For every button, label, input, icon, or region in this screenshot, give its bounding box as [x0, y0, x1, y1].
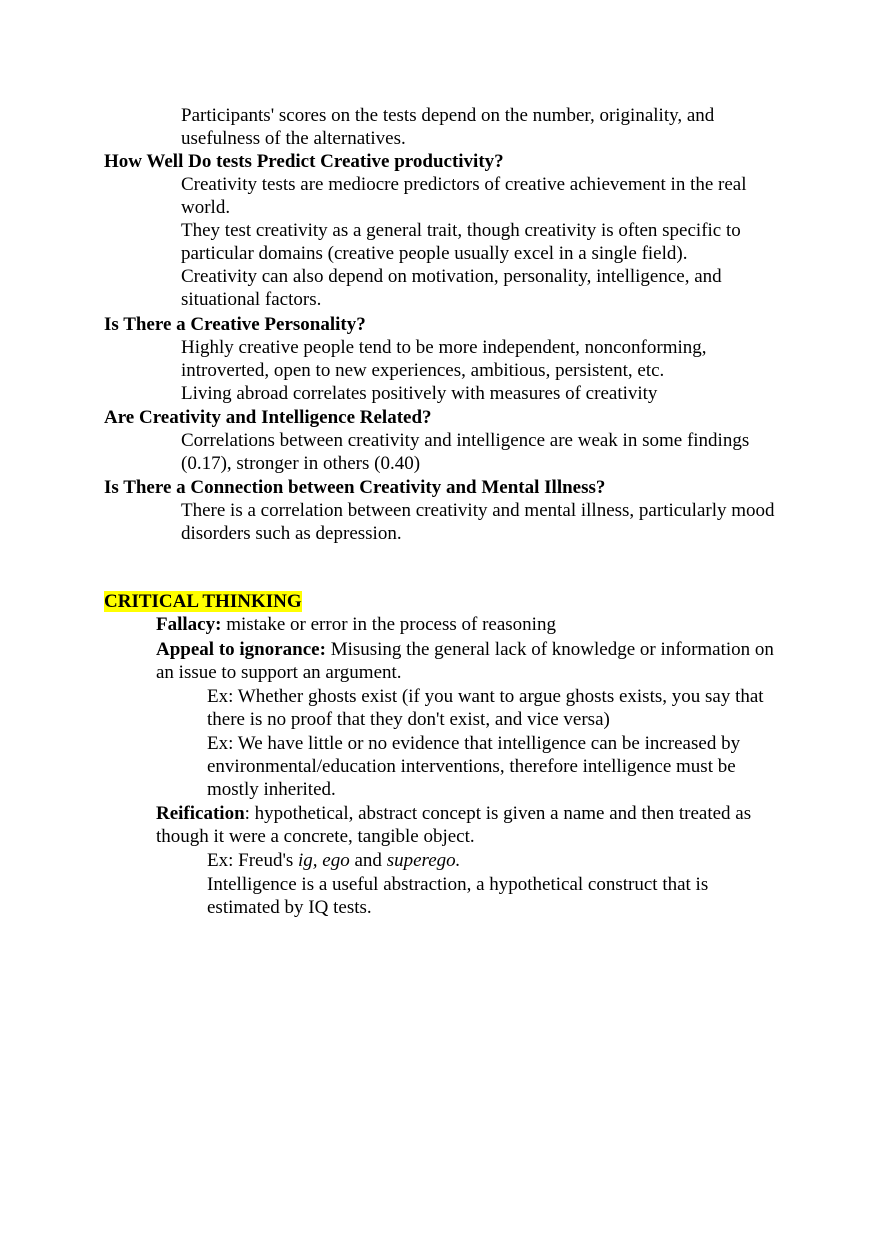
reification-note: Intelligence is a useful abstraction, a hypothetical construct that is estimated by IQ tests. — [207, 874, 709, 918]
list-item-text: Correlations between creativity and intelligence are weak in some findings (0.17), stronger in others (0.40) — [181, 430, 750, 474]
appeal-examples-list — [0, 685, 880, 801]
section-heading: Is There a Creative Personality? — [104, 314, 366, 335]
list-item — [0, 219, 781, 265]
list-item — [0, 104, 781, 150]
example-mid: and — [349, 850, 387, 871]
section-heading: Are Creativity and Intelligence Related? — [104, 407, 432, 428]
section-mental-illness — [0, 476, 880, 545]
example-italic-superego: superego. — [386, 850, 461, 871]
reification-definition: : hypothetical, abstract concept is given a name and then treated as though it were a concrete, tangible object. — [156, 803, 752, 847]
critical-thinking-list — [0, 613, 880, 684]
list-item — [0, 849, 779, 872]
reification-item — [0, 802, 776, 848]
list-item-text: There is a correlation between creativity and mental illness, particularly mood disorders such as depression. — [181, 500, 775, 544]
list-item — [0, 173, 781, 219]
section-intelligence — [0, 406, 880, 475]
example-italic-ig-ego: ig, ego — [298, 850, 350, 871]
intro-list — [0, 104, 880, 150]
list-item-text: Living abroad correlates positively with measures of creativity — [181, 383, 658, 404]
reification-list — [0, 802, 880, 848]
list-item-text: Creativity tests are mediocre predictors of creative achievement in the real world. — [181, 174, 747, 218]
list-item — [0, 429, 781, 475]
section-heading: How Well Do tests Predict Creative productivity? — [104, 151, 504, 172]
appeal-definition: Misusing the general lack of knowledge or information on an issue to support an argument. — [156, 639, 774, 683]
section-prediction — [0, 150, 880, 311]
list-item-text: Highly creative people tend to be more independent, nonconforming, introverted, open to new experiences, ambitious, persistent, etc. — [181, 337, 707, 381]
example-text: Ex: We have little or no evidence that intelligence can be increased by environmental/education interventions, therefore intelligence must be mostly inherited. — [207, 733, 741, 800]
example-text: Ex: Whether ghosts exist (if you want to argue ghosts exists, you say that there is no proof that they don't exist, and vice versa) — [207, 686, 764, 730]
list-item-text: Participants' scores on the tests depend on the number, originality, and usefulness of the alternatives. — [181, 105, 715, 149]
list-item — [0, 336, 781, 382]
critical-thinking-title — [0, 590, 880, 613]
list-item — [0, 382, 781, 405]
section-heading: Is There a Connection between Creativity and Mental Illness? — [104, 477, 606, 498]
section-list — [0, 336, 880, 405]
intro-block — [0, 104, 880, 150]
reification-examples-list — [0, 849, 880, 919]
highlighted-title: CRITICAL THINKING — [104, 591, 302, 612]
fallacy-item — [0, 613, 776, 636]
section-list — [0, 499, 880, 545]
list-item — [0, 685, 779, 731]
fallacy-definition: mistake or error in the process of reasoning — [221, 614, 556, 635]
list-item — [0, 873, 779, 919]
section-list — [0, 173, 880, 311]
list-item — [0, 265, 781, 311]
critical-thinking-section — [0, 590, 880, 919]
section-list — [0, 429, 880, 475]
list-item-text: Creativity can also depend on motivation, personality, intelligence, and situational factors. — [181, 266, 722, 310]
section-personality — [0, 313, 880, 405]
fallacy-term: Fallacy: — [156, 614, 222, 635]
list-item — [0, 732, 779, 801]
example-prefix: Ex: Freud's — [207, 850, 299, 871]
appeal-item — [0, 638, 776, 684]
reification-term: Reification — [156, 803, 245, 824]
list-item — [0, 499, 781, 545]
appeal-term: Appeal to ignorance: — [156, 639, 326, 660]
list-item-text: They test creativity as a general trait, though creativity is often specific to particular domains (creative people usually excel in a single field). — [181, 220, 741, 264]
